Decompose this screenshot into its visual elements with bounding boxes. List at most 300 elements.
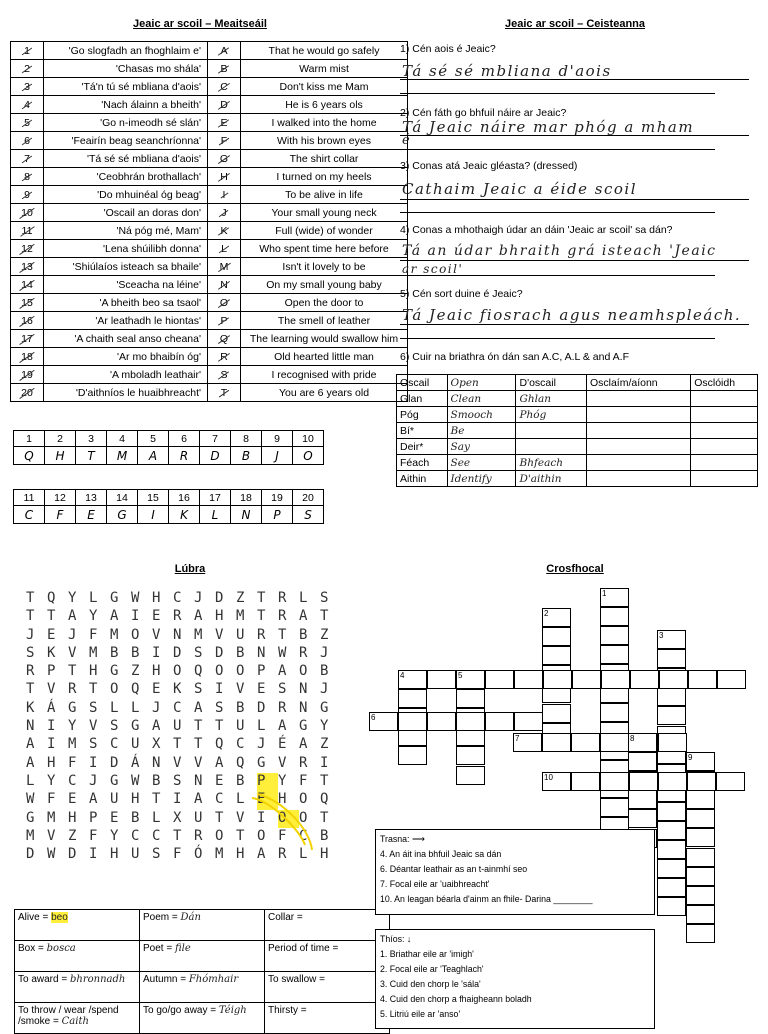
key-answer: M [107,447,138,465]
wordsearch-letter: O [257,827,266,844]
wordsearch-letter: R [26,663,35,680]
match-letter [208,42,241,60]
wordsearch-letter: Z [320,626,329,643]
crossword-cell [514,712,543,731]
wordsearch-letter: G [257,754,266,771]
key-answer: F [45,506,76,524]
wordsearch-letter: M [194,626,203,643]
verb-cell: Be [447,423,516,439]
wordsearch-letter: K [47,644,56,661]
verb-cell: Bhfeach [516,455,586,471]
crossword-cell [686,886,715,905]
vocab-label: Alive = [18,912,52,923]
wordsearch-letter: T [173,736,182,753]
key-answer: N [231,506,262,524]
match-row [11,204,408,222]
crossword-cell [398,746,427,765]
wordsearch-letter: M [26,827,35,844]
wordsearch-letter: G [110,663,119,680]
wordsearch-letter: G [299,718,308,735]
match-letter [208,168,241,186]
wordsearch-letter: S [152,846,161,863]
match-number-text: 8 [24,170,30,183]
crossword-cell [628,790,657,809]
clue-down: 1. Briathar eile ar 'imigh' [380,949,474,959]
clues-across [375,829,655,915]
wordsearch-letter: F [68,754,77,771]
key-answer: I [138,506,169,524]
match-number-text: 20 [21,386,33,399]
match-irish-phrase: 'Go n-imeodh sé slán' [44,114,208,132]
vocab-cell [15,910,140,941]
match-letter [208,60,241,78]
match-irish-phrase: 'Tá'n tú sé mbliana d'aois' [44,78,208,96]
match-irish-phrase: 'Ceobhrán brothallach' [44,168,208,186]
key-answer: Q [14,447,45,465]
vocab-row [15,972,390,1003]
match-letter [208,384,241,402]
wordsearch-letter: B [131,644,140,661]
wordsearch-letter: E [110,809,119,826]
match-row [11,168,408,186]
wordsearch-letter: B [236,699,245,716]
wordsearch-letter: I [320,754,329,771]
verb-row [397,439,758,455]
crossword-cell [600,626,629,645]
wordsearch-letter: L [236,791,245,808]
match-irish-phrase: 'Ar mo bhaibín óg' [44,348,208,366]
match-row [11,150,408,168]
key-number: 8 [231,431,262,447]
wordsearch-letter: D [215,590,224,606]
wordsearch-letter: J [89,772,98,789]
vocab-cell [140,941,265,972]
clue-across: 4. An áit ina bhfuil Jeaic sa dán [380,849,502,859]
verb-cell: Bí* [397,423,448,439]
match-english-phrase: Who spent time here before [241,240,408,258]
verb-cell: Ghlan [516,391,586,407]
crossword-cell [571,772,600,791]
wordsearch-letter: H [47,754,56,771]
wordsearch-letter: S [320,590,329,606]
crossword-cell [600,703,629,722]
wordsearch-letter: R [299,644,308,661]
key-number: 5 [138,431,169,447]
wordsearch-letter: A [110,608,119,625]
verb-row [397,407,758,423]
verb-header: Open [447,375,516,391]
wordsearch-letter: A [215,754,224,771]
match-irish-phrase: 'D'aithníos le huaibhreacht' [44,384,208,402]
wordsearch-letter: Y [68,718,77,735]
wordsearch-title: Lúbra [174,563,206,575]
match-letter-text: G [219,152,229,165]
wordsearch-letter: H [152,663,161,680]
match-letter [208,366,241,384]
crossword-cell [542,704,571,723]
wordsearch-letter: U [173,718,182,735]
verb-cell [586,439,690,455]
wordsearch-letter: T [215,718,224,735]
wordsearch-letter: A [278,663,287,680]
wordsearch-letter: A [89,791,98,808]
crossword-cell [485,670,514,689]
wordsearch-letter: M [110,626,119,643]
wordsearch-letter: T [215,809,224,826]
vocab-row [15,910,390,941]
wordsearch-letter: D [26,846,35,863]
match-letter [208,240,241,258]
match-number-text: 6 [24,134,30,147]
match-english-phrase: You are 6 years old [241,384,408,402]
wordsearch-letter: T [26,608,35,625]
question-6: 6) Cuir na briathra ón dán san A.C, A.L & and A.F [400,351,629,363]
wordsearch-letter: I [89,754,98,771]
wordsearch-letter: F [173,846,182,863]
wordsearch-letter: R [257,626,266,643]
match-letter [208,312,241,330]
wordsearch-letter: K [173,681,182,698]
match-number [11,276,44,294]
match-letter-text: D [220,98,228,111]
match-number-text: 11 [21,224,33,237]
match-letter-text: L [221,242,227,255]
crossword-cell [542,733,571,752]
verb-cell [691,471,758,487]
down-title: Thíos: [380,934,405,944]
wordsearch-letter: S [215,699,224,716]
crossword-cell [687,772,716,791]
wordsearch-letter: C [236,736,245,753]
wordsearch-letter: G [131,718,140,735]
match-letter [208,276,241,294]
verb-cell [691,455,758,471]
verb-row [397,471,758,487]
wordsearch-letter: O [215,663,224,680]
match-english-phrase: That he would go safely [241,42,408,60]
vocab-cell [15,972,140,1003]
match-number [11,204,44,222]
crossword-cell [628,752,657,771]
wordsearch-letter: N [257,644,266,661]
crossword-cell [571,733,600,752]
vocab-label: Collar = [268,912,303,923]
match-number [11,42,44,60]
wordsearch-letter: T [278,626,287,643]
wordsearch-letter: H [152,590,161,606]
match-number [11,60,44,78]
verb-cell: Clean [447,391,516,407]
wordsearch-letter: Q [131,681,140,698]
wordsearch-letter: G [110,590,119,606]
match-row [11,240,408,258]
wordsearch-letter: Y [68,590,77,606]
wordsearch-letter: B [152,772,161,789]
match-number [11,78,44,96]
wordsearch-letter: L [257,718,266,735]
wordsearch-letter: Y [278,772,287,789]
match-row [11,78,408,96]
wordsearch-letter: T [257,590,266,606]
wordsearch-row [26,645,341,663]
match-number [11,96,44,114]
vocab-cell [15,941,140,972]
wordsearch-letter: N [299,681,308,698]
match-letter-text: N [220,278,228,291]
vocab-cell [265,1003,390,1034]
key-answer: T [76,447,107,465]
match-english-phrase: To be alive in life [241,186,408,204]
wordsearch-letter: U [131,736,140,753]
wordsearch-letter: A [194,699,203,716]
crossword-number: 8 [630,734,635,743]
crossword-cell [542,646,571,665]
crossword-cell [427,712,456,731]
match-letter-text: S [220,368,228,381]
match-row [11,258,408,276]
match-letter-text: P [220,314,228,327]
crossword-cell [427,670,456,689]
wordsearch-letter: V [278,754,287,771]
wordsearch-letter: O [299,809,308,826]
key-answer: P [262,506,293,524]
crossword-number: 6 [371,713,376,722]
vocab-answer: bhronnadh [69,974,126,985]
wordsearch-letter: Á [131,754,140,771]
match-english-phrase: He is 6 years ols [241,96,408,114]
wordsearch-letter: N [194,772,203,789]
match-letter [208,330,241,348]
wordsearch-letter: H [215,608,224,625]
match-english-phrase: On my small young baby [241,276,408,294]
crossword-cell [628,809,657,828]
match-row [11,186,408,204]
crossword-cell [657,897,686,916]
wordsearch-letter: Z [320,736,329,753]
crossword-cell [658,733,687,752]
match-irish-phrase: 'A chaith seal anso cheana' [44,330,208,348]
wordsearch-letter: N [173,626,182,643]
wordsearch-letter: N [26,718,35,735]
wordsearch-letter: A [299,608,308,625]
clues-down [375,929,655,1029]
vocab-label: Thirsty = [268,1005,307,1016]
vocab-table [14,909,390,1034]
verb-cell [586,471,690,487]
vocab-label: Poet = [143,943,175,954]
match-irish-phrase: 'Oscail an doras don' [44,204,208,222]
vocab-label: Period of time = [268,943,339,954]
crossword-cell [657,649,686,668]
answer-5: Tá Jeaic fiosrach agus neamhspleách. [402,306,742,324]
wordsearch-letter: D [173,644,182,661]
match-number-text: 3 [24,80,30,93]
wordsearch-letter: S [110,718,119,735]
wordsearch-letter: O [299,791,308,808]
wordsearch-letter: O [215,827,224,844]
match-letter-text: K [220,224,228,237]
crossword-cell [629,772,658,791]
key-answer: E [76,506,107,524]
answer-2: Tá Jeaic náire mar phóg a mham [402,118,695,136]
key-number: 12 [45,490,76,506]
match-row [11,294,408,312]
match-number-text: 16 [21,314,33,327]
wordsearch-letter: L [299,846,308,863]
verb-cell [586,423,690,439]
verb-cell: Say [447,439,516,455]
wordsearch-letter: I [131,608,140,625]
wordsearch-row [26,663,341,681]
crossword-cell [456,689,485,708]
wordsearch-letter: L [299,590,308,606]
match-number [11,150,44,168]
wordsearch-letter: E [47,626,56,643]
match-irish-phrase: 'Shiúlaíos isteach sa bhaile' [44,258,208,276]
wordsearch-letter: D [110,754,119,771]
match-english-phrase: With his brown eyes [241,132,408,150]
wordsearch-letter: I [47,718,56,735]
question-5: 5) Cén sort duine é Jeaic? [400,288,523,300]
match-letter-text: F [220,134,228,147]
wordsearch-letter: H [110,846,119,863]
match-number-text: 4 [24,98,30,111]
match-number-text: 13 [21,260,33,273]
crossword-cell [657,859,686,878]
verb-row [397,391,758,407]
wordsearch-letter: N [299,699,308,716]
vocab-answer: beo [51,912,68,923]
wordsearch-letter: J [194,590,203,606]
wordsearch-letter: B [131,809,140,826]
wordsearch-letter: U [131,846,140,863]
key-number: 3 [76,431,107,447]
wordsearch-letter: B [110,644,119,661]
match-number-text: 12 [21,242,33,255]
match-number [11,348,44,366]
wordsearch-letter: F [89,827,98,844]
verb-row [397,423,758,439]
key-number: 16 [169,490,200,506]
wordsearch-letter: B [320,663,329,680]
crossword-cell [688,670,717,689]
crossword-cell [600,733,629,752]
verb-cell [691,423,758,439]
crossword-cell [657,840,686,859]
wordsearch-letter: O [173,663,182,680]
wordsearch-letter: T [320,608,329,625]
crossword-cell [398,689,427,708]
verb-cell [691,407,758,423]
match-number-text: 2 [24,62,30,75]
verb-cell: Aithin [397,471,448,487]
wordsearch-letter: S [89,736,98,753]
answer-key-1 [13,430,324,465]
wordsearch-letter: V [47,681,56,698]
wordsearch-letter: U [236,718,245,735]
answer-4-cont: ar scoil' [402,262,464,276]
match-number [11,384,44,402]
verb-row [397,455,758,471]
crossword-cell [542,627,571,646]
answer-4: Tá an údar bhraith grá isteach 'Jeaic [402,243,717,259]
wordsearch-letter: K [26,699,35,716]
wordsearch-letter: X [173,809,182,826]
match-letter-text: B [220,62,228,75]
match-number [11,294,44,312]
wordsearch-letter: H [131,791,140,808]
key-answer: S [293,506,324,524]
vocab-row [15,1003,390,1034]
wordsearch-letter: S [194,681,203,698]
vocab-label: Box = [18,943,47,954]
wordsearch-letter: S [89,699,98,716]
wordsearch-letter: P [47,663,56,680]
verb-cell [586,455,690,471]
match-letter-text: T [220,386,228,399]
crossword-number: 2 [544,609,549,618]
wordsearch-letter: Y [47,772,56,789]
match-number-text: 17 [21,332,33,345]
wordsearch-letter: R [278,699,287,716]
crossword-cell [717,670,746,689]
wordsearch-letter: Y [320,718,329,735]
match-english-phrase: Isn't it lovely to be [241,258,408,276]
wordsearch-letter: W [131,772,140,789]
crossword-number: 7 [515,734,520,743]
crossword-cell [716,772,745,791]
key-number: 1 [14,431,45,447]
verb-cell [691,439,758,455]
wordsearch-letter: T [257,608,266,625]
wordsearch-letter: O [236,663,245,680]
wordsearch-letter: L [152,809,161,826]
crossword-number: 3 [659,631,664,640]
wordsearch-letter: A [194,608,203,625]
vocab-cell [265,941,390,972]
match-irish-phrase: 'A mboladh leathair' [44,366,208,384]
wordsearch-letter: A [26,736,35,753]
wordsearch-letter: X [152,736,161,753]
wordsearch-letter: L [110,699,119,716]
match-number-text: 15 [21,296,33,309]
crossword-number: 10 [544,773,553,782]
wordsearch-letter: I [257,809,266,826]
wordsearch-letter: I [215,681,224,698]
wordsearch-row [26,718,341,736]
wordsearch-letter: V [68,644,77,661]
wordsearch-letter: H [278,791,287,808]
crossword-cell [686,867,715,886]
crossword-cell [600,607,629,626]
wordsearch-letter: A [257,846,266,863]
key-number: 20 [293,490,324,506]
key-answer: A [138,447,169,465]
match-irish-phrase: 'Nach álainn a bheith' [44,96,208,114]
wordsearch-letter: C [68,772,77,789]
wordsearch-letter: Z [236,590,245,606]
match-irish-phrase: 'Do mhuinéal óg beag' [44,186,208,204]
wordsearch-letter: Q [320,791,329,808]
wordsearch-letter: W [47,846,56,863]
wordsearch-letter: T [152,791,161,808]
question-4: 4) Conas a mhothaigh údar an dáin 'Jeaic ar scoil' sa dán? [400,224,673,236]
wordsearch-letter: R [68,681,77,698]
match-letter-text: R [220,350,228,363]
crossword-cell [686,924,715,943]
match-letter [208,96,241,114]
match-english-phrase: The smell of leather [241,312,408,330]
